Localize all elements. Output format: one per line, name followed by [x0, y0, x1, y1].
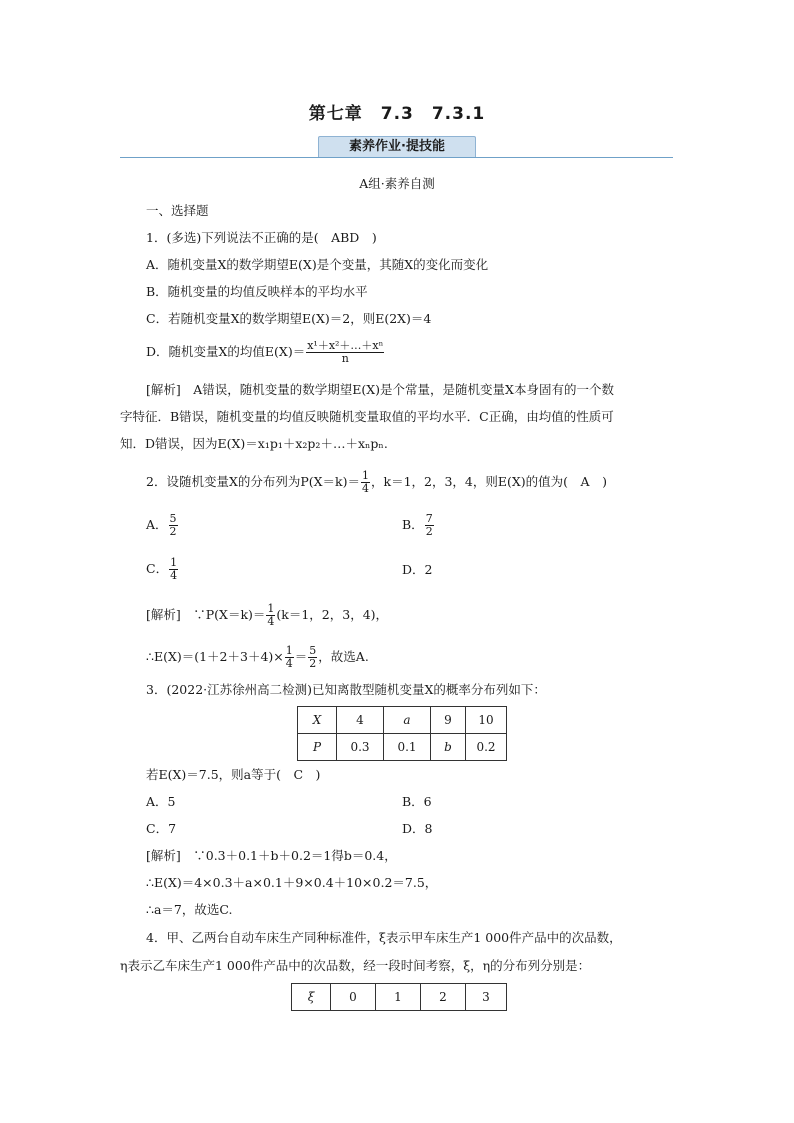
q1-option-d-prefix: D．随机变量X的均值E(X)＝ [146, 344, 306, 359]
q2-option-d: D．2 [402, 562, 433, 577]
q4-stem-line2: η表示乙车床生产1 000件产品中的次品数，经一段时间考察，ξ，η的分布列分别是： [120, 958, 591, 973]
q2-option-a [146, 513, 179, 538]
q3-analysis-line2: ∴E(X)＝4×0.3＋a×0.1＋9×0.4＋10×0.2＝7.5， [146, 875, 438, 890]
q2-stem [146, 470, 607, 495]
q2-opt-a-num: 5 [169, 512, 177, 525]
q1-stem: 1．(多选)下列说法不正确的是( ABD ) [146, 230, 377, 245]
q3-analysis-line3: ∴a＝7，故选C. [146, 902, 233, 917]
q2-analysis-2-fraction1 [285, 645, 294, 670]
q2-opt-c-den: 4 [170, 569, 178, 582]
q2-option-a-fraction [169, 513, 178, 538]
q2-option-c [146, 557, 179, 582]
q1-option-c: C．若随机变量X的数学期望E(X)＝2，则E(2X)＝4 [146, 311, 432, 326]
q1-option-d-fraction [306, 340, 384, 365]
q2-analysis-2-num1: 1 [285, 644, 293, 657]
table-cell [384, 707, 431, 734]
q2-option-c-fraction [169, 557, 178, 582]
q2-analysis-2-eq: ＝ [294, 649, 308, 664]
cell-text: P [312, 740, 322, 754]
q2-stem-frac-den: 4 [362, 482, 369, 495]
cell-text: X [312, 713, 322, 727]
q2-opt-a-den: 2 [169, 525, 177, 538]
q2-analysis-2-fraction2 [308, 645, 317, 670]
table-cell: 1 [376, 984, 421, 1011]
table-cell: 9 [431, 707, 466, 734]
table-cell [431, 734, 466, 761]
q2-analysis-1b: (k＝1，2，3，4)， [276, 607, 389, 622]
q2-stem-b: ，k＝1，2，3，4，则E(X)的值为( A ) [371, 474, 607, 489]
q1-analysis-line3: 知．D错误，因为E(X)＝x₁p₁＋x₂p₂＋…＋xₙpₙ. [120, 436, 388, 451]
section-heading: 一、选择题 [146, 203, 209, 218]
cell-text: a [403, 713, 411, 727]
table-cell: 0.1 [384, 734, 431, 761]
q2-analysis-2-den1: 4 [285, 657, 293, 670]
q2-option-a-label: A． [146, 517, 168, 532]
q2-option-b-label: B． [402, 517, 424, 532]
table-cell [298, 707, 337, 734]
cell-text: ξ [307, 990, 315, 1004]
q4-distribution-table [291, 983, 507, 1011]
q1-option-a: A．随机变量X的数学期望E(X)是个变量，其随X的变化而变化 [146, 257, 489, 272]
q2-analysis-2-den2: 2 [309, 657, 317, 670]
q2-analysis-line2 [146, 645, 369, 670]
q2-analysis-1-num: 1 [267, 602, 275, 615]
q3-stem: 3．(2022·江苏徐州高二检测)已知离散型随机变量X的概率分布列如下： [146, 682, 546, 697]
table-cell: 0 [331, 984, 376, 1011]
table-cell [292, 984, 331, 1011]
table-cell: 0.2 [466, 734, 507, 761]
q2-option-b [402, 513, 435, 538]
section-banner: 素养作业·提技能 [318, 136, 476, 157]
table-row [298, 734, 507, 761]
q1-option-d [146, 340, 385, 365]
q4-stem-line1: 4．甲、乙两台自动车床生产同种标准件，ξ表示甲车床生产1 000件产品中的次品数， [146, 930, 622, 945]
q2-analysis-2a: ∴E(X)＝(1＋2＋3＋4)× [146, 649, 284, 664]
q3-analysis-line1: [解析] ∵0.3＋0.1＋b＋0.2＝1得b＝0.4， [146, 848, 397, 863]
q3-distribution-table [297, 706, 507, 761]
table-row [298, 707, 507, 734]
q3-option-b: B．6 [402, 794, 432, 809]
q1-d-numerator: x¹＋x²＋…＋xⁿ [307, 339, 384, 352]
q1-analysis-line2: 字特征．B错误，随机变量的均值反映随机变量取值的平均水平．C正确，由均值的性质可 [120, 409, 614, 424]
q3-option-c: C．7 [146, 821, 177, 836]
q2-analysis-1a: [解析] ∵P(X＝k)＝ [146, 607, 266, 622]
q2-stem-a: 2．设随机变量X的分布列为P(X＝k)＝ [146, 474, 360, 489]
group-heading: A组·素养自测 [359, 176, 435, 191]
q2-stem-fraction [361, 470, 370, 495]
q1-option-b: B．随机变量的均值反映样本的平均水平 [146, 284, 368, 299]
q2-analysis-2-num2: 5 [309, 644, 317, 657]
q2-analysis-line1 [146, 603, 388, 628]
q1-analysis-line1: [解析] A错误，随机变量的数学期望E(X)是个常量，是随机变量X本身固有的一个数 [146, 382, 614, 397]
q3-condition: 若E(X)＝7.5，则a等于( C ) [146, 767, 321, 782]
table-cell [298, 734, 337, 761]
q2-opt-c-num: 1 [170, 556, 178, 569]
q2-analysis-1-fraction [266, 603, 275, 628]
banner-divider [120, 157, 673, 158]
table-cell: 0.3 [337, 734, 384, 761]
q1-d-denominator: n [341, 352, 349, 365]
q2-option-b-fraction [425, 513, 434, 538]
table-cell: 2 [421, 984, 466, 1011]
q2-analysis-2b: ，故选A. [318, 649, 369, 664]
table-row [292, 984, 507, 1011]
q2-opt-b-den: 2 [425, 525, 433, 538]
q2-option-c-label: C． [146, 561, 169, 576]
q2-analysis-1-den: 4 [267, 615, 275, 628]
q3-option-d: D．8 [402, 821, 433, 836]
q3-option-a: A．5 [146, 794, 176, 809]
table-cell: 3 [466, 984, 507, 1011]
cell-text: b [444, 740, 452, 754]
q2-stem-frac-num: 1 [362, 469, 369, 482]
table-cell: 4 [337, 707, 384, 734]
q2-opt-b-num: 7 [425, 512, 433, 525]
page-title: 第七章 7.3 7.3.1 [308, 104, 486, 124]
table-cell: 10 [466, 707, 507, 734]
